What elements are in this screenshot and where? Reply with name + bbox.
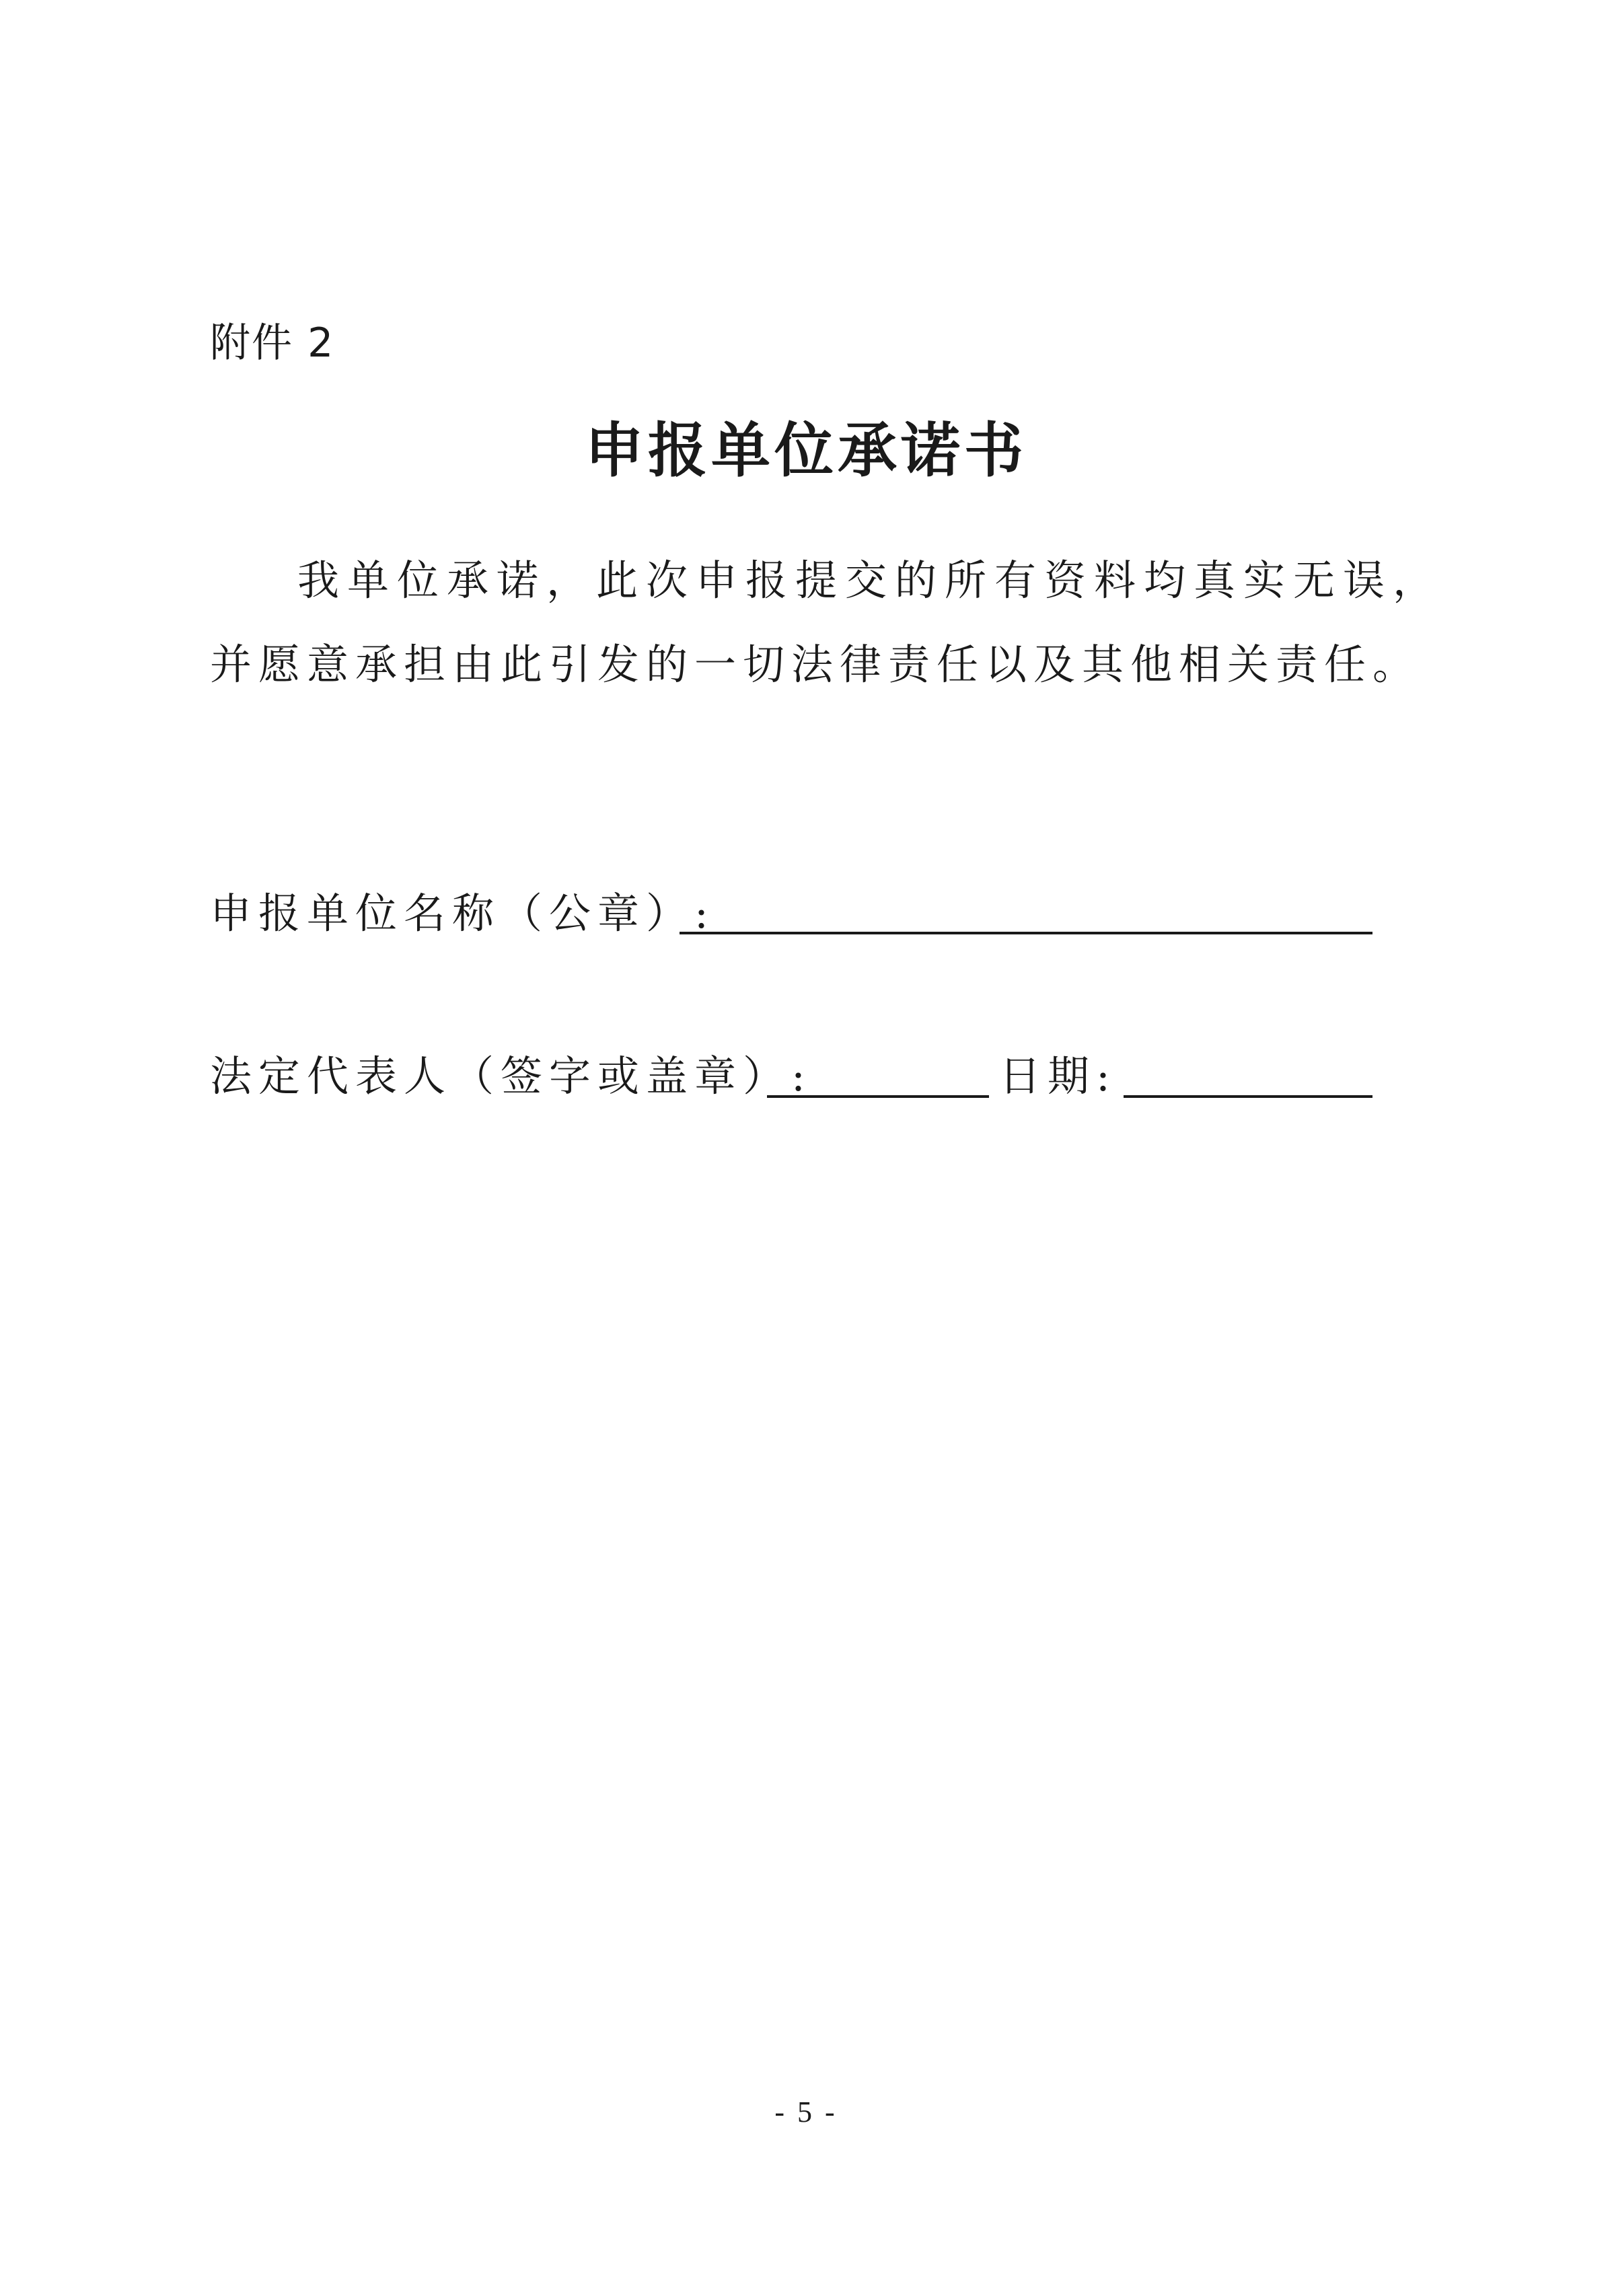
page-number: - 5 - xyxy=(774,2096,838,2128)
legal-rep-blank[interactable] xyxy=(767,1095,989,1098)
unit-name-blank[interactable] xyxy=(680,932,1372,934)
date-label: 日期: xyxy=(999,1051,1117,1101)
date-blank[interactable] xyxy=(1124,1095,1372,1098)
legal-rep-label: 法定代表人（签字或盖章）: xyxy=(210,1051,812,1101)
unit-name-label: 申报单位名称（公章）: xyxy=(210,889,715,938)
document-title: 申报单位承诺书 xyxy=(584,416,1027,485)
commitment-paragraph: 我单位承诺，此次申报提交的所有资料均真实无误，并愿意承担由此引发的一切法律责任以及其他相关责任。 xyxy=(210,556,1441,689)
attachment-label: 附件 2 xyxy=(210,320,335,367)
